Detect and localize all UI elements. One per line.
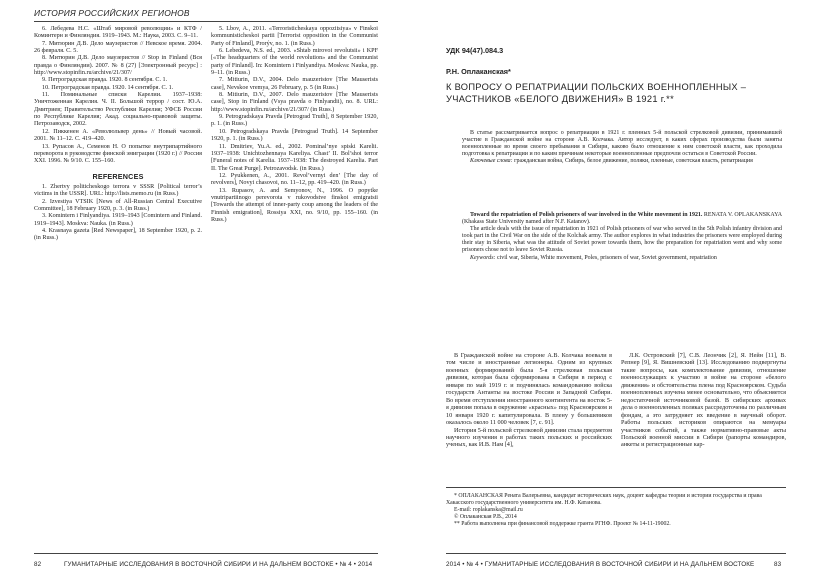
reference-item: 8. Mitiurin, D.V., 2007. Delo mauzeristov [The Mauserists case], Stop in Finland (Vsya pravda o Finlyandii), no. 8. URL: http://www.stopinfin.ru/archive/21/307/ (in Russ.) bbox=[211, 92, 378, 113]
footer-rule bbox=[34, 553, 378, 554]
journal-footer: ГУМАНИТАРНЫЕ ИССЛЕДОВАНИЯ В ВОСТОЧНОЙ СИБИРИ И НА ДАЛЬНЕМ ВОСТОКЕ • № 4 • 2014 bbox=[64, 561, 373, 568]
page-number-right: 83 bbox=[774, 561, 782, 568]
reference-item: 9. Petrogradskaya Pravda [Petrograd Truth], 8 September 1920, p. 1. (in Russ.) bbox=[211, 114, 378, 128]
abstract-en bbox=[462, 212, 782, 262]
article-title: К ВОПРОСУ О РЕПАТРИАЦИИ ПОЛЬСКИХ ВОЕННОПЛЕННЫХ – УЧАСТНИКОВ «БЕЛОГО ДВИЖЕНИЯ» В 1921 г.** bbox=[446, 82, 747, 104]
keywords-en-text: civil war, Siberia, White movement, Poles, prisoners of war, Soviet government, repatriation bbox=[495, 254, 717, 261]
reference-item: 5. Lbov, A., 2011. «Terroristicheskaya oppozitsiya» v Finskoi kommunisticheskoi partii [Terrorist opposition in the Communist Party of Finland], Prorýv, no. 1. (in Russ.) bbox=[211, 26, 378, 47]
footnote-grant: ** Работа выполнена при финансовой поддержке гранта РГНФ. Проект № 14-11-19002. bbox=[454, 521, 671, 528]
reference-item: 4. Krasnaya gazeta [Red Newspaper], 18 September 1920, p. 2. (in Russ.) bbox=[34, 227, 202, 242]
reference-item: 2. Izvestiya VTSIK [News of All-Russian Central Executive Committee], 18 February 1920, p. 3. (in Russ.) bbox=[34, 198, 202, 212]
reference-item: 10. Petrogradskaya Pravda [Petrograd Truth]. 14 September 1920, p. 1. (in Russ.) bbox=[211, 128, 378, 143]
references-en-list bbox=[34, 184, 202, 243]
reference-item: 13. Rupasov, A. and Semyonov, N., 1996. O popytke vnutripartiinogo perevorota v rukovodstve finskoi emigratsii [Towards the attempt of inner-party coup among the leaders of the Finnish emigration], Rossiya XXI, no. 9/10, pp. 155–160. (in Russ.) bbox=[211, 187, 378, 223]
reference-item: 8. Митюрин Д.В. Дело маузеристов // Stop in Finland (Вся правда о Финляндии). 2007. № 8 (27) [Электронный ресурс] : http://www.stopinfin.ru/archive/21/307/ bbox=[34, 55, 202, 77]
article-author: Р.Н. Оплаканская* bbox=[446, 67, 511, 76]
keywords-ru-text: гражданская война, Сибирь, белое движение, поляки, пленные, советская власть, репатриация bbox=[512, 158, 753, 165]
footnote-author: * ОПЛАКАНСКАЯ Рената Валерьевна, кандидат исторических наук, доцент кафедры теории и истории государства и права Хакасского государственного университета им. Н.Ф. Катанова. bbox=[446, 493, 762, 507]
reference-item: 6. Лебедева Н.С. «Штаб мировой революции» и КТФ / Коминтерн и Финляндия. 1919–1943. М.: Наука, 2003. С. 9–11. bbox=[34, 26, 202, 40]
references-column-1 bbox=[34, 26, 202, 243]
footnote-copyright: © Оплаканская Р.В., 2014 bbox=[454, 514, 517, 521]
reference-item: 9. Петроградская правда. 1920. 8 сентября. С. 1. bbox=[42, 77, 168, 84]
reference-item: 7. Mitiurin, D.V., 2004. Delo mauzeristov [The Mauserists case], Nevskoe vremya, 26 February, p. 5 (in Russ.) bbox=[211, 77, 378, 91]
references-heading: REFERENCES bbox=[92, 171, 144, 181]
abstract-en-heading bbox=[462, 212, 782, 226]
abstract-ru bbox=[462, 130, 782, 165]
abstract-en-author: RENATA V. OPLAKANSKAYA (Khakass State University named after N.F. Katanov). bbox=[462, 212, 782, 226]
body-paragraph: В Гражданской войне на стороне А.В. Колчака воевали в том числе и иностранные легионеры. Одним из крупных военных формирований была 5-я стрелковая польская дивизия, которая была сформирована в Сибири в период с января по май 1919 г. и подчинялась командованию войска государств Антанты на востоке России и Западной Сибири. Во время отступления иностранного контингента на восток 5-я дивизия попала в окружение «красных» под Красноярском и 10 января 1920 г. капитулировала. В плену у большевиков оказалось около 11 000 человек [7, с. 91]. bbox=[446, 352, 612, 427]
reference-item: 11. Поминальные списки Карелии. 1937–1938: Уничтоженная Карелия. Ч. II. Большой террор / сост. Ю.А. Дмитриев; Правительство Республики Карелия; УФСБ России по Республике Карелия; Акад. социально-правовой защиты. Петрозаводск, 2002. bbox=[34, 92, 202, 128]
body-column-2 bbox=[621, 352, 786, 449]
abstract-en-text: The article deals with the issue of repatriation in 1921 of Polish prisoners of war who served in the 5th Polish infantry division and took part in the Civil War on the side of the Kolchak army. The author explores in what industries the prisoners were employed during their stay in Siberia, what was the attitude of Soviet power towards them, how the preparation for repatriation went and why some prisoners chose not to leave Soviet Russia. bbox=[462, 226, 782, 254]
body-column-1 bbox=[446, 352, 612, 449]
reference-item: 13. Рупасов А., Семенов Н. О попытке внутрипартийного переворота в руководстве финской эмиграции (1920 г.) // Россия XXI. 1996. № 9/10. С. 155–160. bbox=[34, 143, 202, 165]
footnote-email: E-mail: roplakanska@mail.ru bbox=[454, 507, 523, 514]
reference-item: 12. Pyukkenen, A., 2001. Revol’vernyi den’ [The day of revolvers], Novyi chasovoi, no. 11–12, pp. 419–420. (in Russ.) bbox=[211, 172, 378, 187]
keywords-ru bbox=[462, 158, 782, 165]
references-column-2 bbox=[211, 26, 378, 224]
body-paragraph: История 5-й польской стрелковой дивизии стала предметом научного изучения в работах таких польских и российских ученых, как И.В. Нам [4], bbox=[446, 426, 612, 449]
body-paragraph: Л.К. Островский [7], С.В. Леончик [2], Я. Нейн [11], В. Репнер [9], Я. Вишневский [13]. Исследованию подвергнуты такие вопросы, как комплектование дивизии, отношение военнослужащих к участию в войне на стороне «белого движения» и обстоятельства плена под Красноярском. Судьба военнопленных изучена менее основательно, что объясняется недостаточной источниковой базой. В сибирских архивах дела о военнопленных поляках рассредоточены по различным фондам, а это затрудняет их введение в научный оборот. Работы польских историков опираются на мемуары участников событий, а также нормативно-правовые акты Польской военной миссии в Сибири (рапорты командиров, анкеты и регистрационные кар- bbox=[621, 352, 786, 449]
header-rule bbox=[34, 21, 378, 22]
abstract-ru-text: В статье рассматривается вопрос о репатриации в 1921 г. пленных 5-й польской стрелковой дивизии, принимавшей участие в Гражданской войне на стороне А.В. Колчака. Автор исследует, в каких сферах производства были заняты военнопленные во время своего пребывания в Сибири, каково было отношение к ним советской власти, как проходила подготовка к репатриации и по каким причинам некоторые военнопленные предпочли остаться в Советской России. bbox=[462, 130, 782, 158]
reference-item: 12. Пиккенен А. «Революльвер день» // Новый часовой. 2001. № 11–12. С. 419–420. bbox=[34, 128, 202, 143]
keywords-ru-label: Ключевые слова: bbox=[470, 158, 513, 165]
footnote-rule bbox=[446, 487, 786, 488]
abstract-en-title: Toward the repatriation of Polish prisoners of war involved in the White movement in 1921. bbox=[470, 212, 703, 218]
running-header: ИСТОРИЯ РОССИЙСКИХ РЕГИОНОВ bbox=[34, 8, 190, 18]
footer-rule-right bbox=[446, 553, 786, 554]
reference-item: 10. Петроградская правда. 1920. 14 сентября. С. 1. bbox=[42, 84, 174, 91]
keywords-en bbox=[462, 255, 782, 262]
reference-item: 3. Komintern i Finlyandiya. 1919–1943 [Comintern and Finland. 1919–1943]. Moskva: Nauka. (in Russ.) bbox=[34, 213, 202, 227]
keywords-en-label: Keywords: bbox=[470, 254, 496, 261]
reference-item: 1. Zhertvy politicheskogo terrora v SSSR [Political terror’s victims in the USSR]. URL: http://lists.memo.ru (in Russ.) bbox=[34, 183, 202, 198]
page-number: 82 bbox=[34, 561, 42, 568]
footnotes bbox=[446, 493, 786, 528]
references-ru-list bbox=[34, 26, 202, 166]
reference-item: 6. Lebedeva, N.S. ed., 2003. «Shtab mirovoi revolutsii» i KPF [«The headquarters of the world revolution» and the Communist party of Finland]. In: Komintern i Finlyandiya. Moskva: Nauka, pp. 9–11. (in Russ.) bbox=[211, 48, 378, 77]
udc-code: УДК 94(47).084.3 bbox=[446, 46, 504, 55]
reference-item: 7. Митюрин Д.В. Дело маузеристов // Невское время. 2004. 26 февраля. С. 5. bbox=[34, 40, 202, 55]
reference-item: 11. Dmitriev, Yu.A. ed., 2002. Pominal’nye spiski Karelii. 1937–1938: Unichtozhennaya Kareliya. Chast’ II. Bol’shoi terror [Funeral notes of Karelia. 1937–1938: The destroyed Karelia. Part II. The Great Purge]. Petrozavodsk. (in Russ.) bbox=[211, 143, 378, 172]
journal-footer-right: 2014 • № 4 • ГУМАНИТАРНЫЕ ИССЛЕДОВАНИЯ В ВОСТОЧНОЙ СИБИРИ И НА ДАЛЬНЕМ ВОСТОКЕ bbox=[446, 561, 755, 568]
